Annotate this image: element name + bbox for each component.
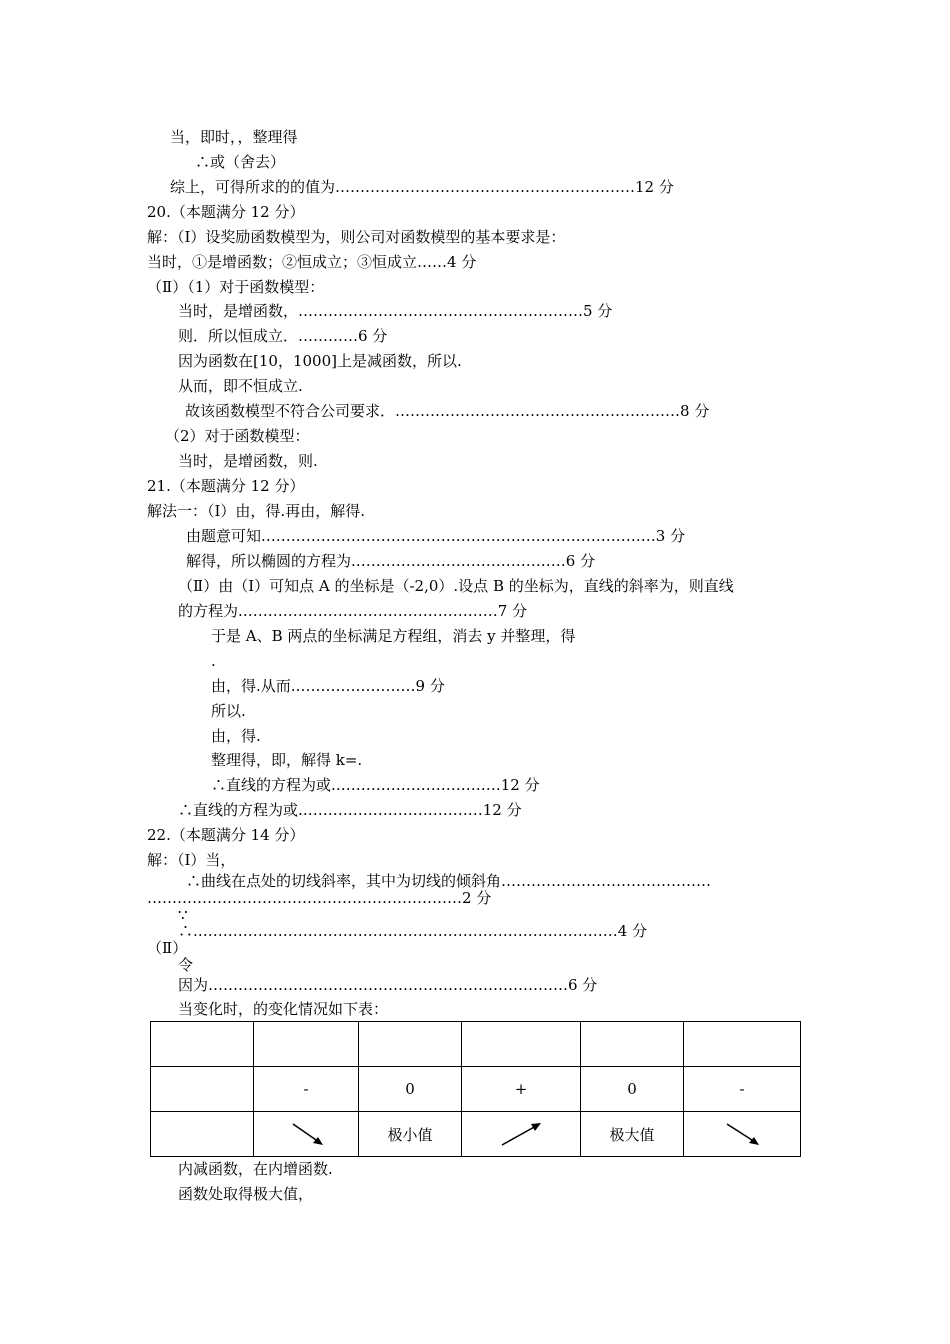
arrow-down-right-icon xyxy=(717,1118,767,1150)
line-7: （Ⅱ）（1）对于函数模型： xyxy=(147,278,325,296)
table-cell xyxy=(151,1112,254,1157)
line-8: 当时，是增函数，…………………………………………………5 分 xyxy=(178,302,613,320)
line-10: 因为函数在[10，1000]上是减函数，所以. xyxy=(178,352,462,370)
table-cell: 0 xyxy=(359,1067,462,1112)
table-cell: + xyxy=(462,1067,581,1112)
line-3: 综上，可得所求的的值为……………………………………………………12 分 xyxy=(170,178,674,196)
line-5: 解：（Ⅰ）设奖励函数模型为，则公司对函数模型的基本要求是： xyxy=(147,228,566,246)
line-19: （Ⅱ）由（Ⅰ）可知点 A 的坐标是（-2,0）.设点 B 的坐标为，直线的斜率为，则直线 xyxy=(178,577,734,595)
line-13: （2）对于函数模型： xyxy=(165,427,310,445)
table-cell xyxy=(254,1112,359,1157)
table-cell xyxy=(151,1022,254,1067)
line-34: ∴.…………………………………………………………………………4 分 xyxy=(178,922,648,940)
line-24: 所以. xyxy=(211,702,246,720)
line-11: 从而，即不恒成立. xyxy=(178,377,303,395)
table-cell xyxy=(581,1022,684,1067)
table-row xyxy=(151,1067,801,1112)
line-37: 因为………………………………………………………………6 分 xyxy=(178,976,598,994)
line-14: 当时，是增函数，则. xyxy=(178,452,318,470)
table-row xyxy=(151,1112,801,1157)
line-21: 于是 A、B 两点的坐标满足方程组，消去 y 并整理，得 xyxy=(211,627,576,645)
line-39: 内减函数，在内增函数. xyxy=(178,1160,333,1178)
variation-table xyxy=(150,1021,801,1157)
table-cell xyxy=(462,1022,581,1067)
line-12: 故该函数模型不符合公司要求．…………………………………………………8 分 xyxy=(185,402,710,420)
arrow-up-right-icon xyxy=(496,1118,546,1150)
line-27: ∴直线的方程为或.……………………………12 分 xyxy=(211,776,540,794)
line-28: ∴直线的方程为或.………………………………12 分 xyxy=(178,801,522,819)
line-36: 令 xyxy=(178,956,194,974)
table-row xyxy=(151,1022,801,1067)
table-cell xyxy=(684,1112,801,1157)
section-21-heading: 21.（本题满分 12 分） xyxy=(147,477,305,495)
table-cell xyxy=(359,1022,462,1067)
line-16: 解法一：（Ⅰ）由，得.再由，解得. xyxy=(147,502,365,520)
line-9: 则．所以恒成立．…………6 分 xyxy=(178,327,388,345)
table-cell xyxy=(684,1022,801,1067)
line-33: ∵ xyxy=(178,906,188,924)
table-cell: 极小值 xyxy=(359,1112,462,1157)
line-25: 由，得. xyxy=(211,727,261,745)
section-22-heading: 22.（本题满分 14 分） xyxy=(147,826,305,844)
arrow-down-right-icon xyxy=(281,1118,331,1150)
table-cell xyxy=(254,1022,359,1067)
table-cell xyxy=(151,1067,254,1112)
section-20-heading: 20.（本题满分 12 分） xyxy=(147,203,305,221)
line-32: ………………………………………………………2 分 xyxy=(147,889,492,907)
line-23: 由，得.从而.……………………9 分 xyxy=(211,677,445,695)
table-cell: 0 xyxy=(581,1067,684,1112)
table-cell: - xyxy=(684,1067,801,1112)
line-40: 函数处取得极大值， xyxy=(178,1185,314,1203)
line-22: . xyxy=(211,652,216,670)
line-35: （Ⅱ） xyxy=(147,939,188,957)
line-30: 解：（Ⅰ）当， xyxy=(147,851,236,869)
line-6: 当时，①是增函数；②恒成立；③恒成立……4 分 xyxy=(147,253,477,271)
line-1: 当，即时，，整理得 xyxy=(170,128,298,146)
line-20: 的方程为.……………………………………………7 分 xyxy=(178,602,528,620)
line-38: 当变化时，的变化情况如下表： xyxy=(178,1000,389,1018)
line-18: 解得，所以椭圆的方程为.……………………………………6 分 xyxy=(186,552,596,570)
line-26: 整理得，即，解得 k=. xyxy=(211,751,363,769)
table-cell: 极大值 xyxy=(581,1112,684,1157)
table-cell xyxy=(462,1112,581,1157)
line-31: ∴曲线在点处的切线斜率，其中为切线的倾斜角…………………………………… xyxy=(186,872,712,890)
line-2: ∴或（舍去） xyxy=(195,153,286,171)
table-cell: - xyxy=(254,1067,359,1112)
line-17: 由题意可知.……………………………………………………………………3 分 xyxy=(186,527,686,545)
